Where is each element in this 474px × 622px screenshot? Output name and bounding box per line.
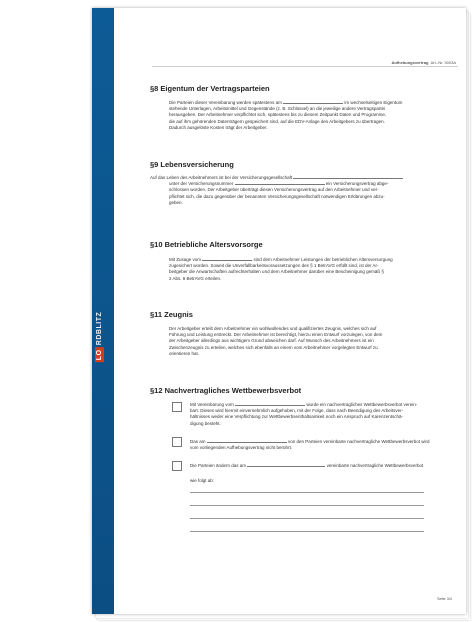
o2-line2: vom vorliegenden Aufhebungsvertrag nicht berührt. bbox=[190, 445, 293, 451]
s11-line3: der Arbeitgeber allerdings aus wichtigem Grund abweichen darf. Auf Wunsch des Arbeitnehmers ist ein bbox=[169, 338, 374, 344]
amendment-date-field[interactable] bbox=[247, 463, 325, 467]
s9-line1: Auf das Leben des Arbeitnehmers ist bei der Versicherungsgesellschaft bbox=[150, 175, 293, 180]
s9-line4: pflichtet sich, die dazu gegenüber der benannten Versicherungsgesellschaft notwendigen Erklärungen abzu- bbox=[169, 193, 385, 199]
section-11-title: §11 Zeugnis bbox=[150, 310, 193, 319]
logo-rest: RDBLITZ bbox=[96, 312, 103, 346]
s11-line5: orientieren hat. bbox=[169, 350, 200, 356]
header-divider bbox=[152, 66, 458, 67]
header-article-number: Art.-Nr. 3003A bbox=[430, 60, 456, 65]
s10-line2: zugesichert worden. Soweit die Unverfallbarkeitsvoraussetzungen des § 1 BetrAVG erfüllt sind, ist der Ar- bbox=[169, 263, 379, 269]
s10-line1a: Mit Zusage vom bbox=[169, 257, 202, 262]
section-10-body bbox=[169, 257, 393, 282]
option-3-checkbox[interactable] bbox=[172, 461, 182, 471]
insurer-field[interactable] bbox=[293, 175, 403, 179]
s10-line4: 2 Abs. 6 BetrAVG erteilen. bbox=[169, 275, 222, 281]
s8-line5: Dadurch ausgelöste Kosten trägt der Arbeitgeber. bbox=[169, 124, 268, 130]
header-doc-name: Aufhebungsvertrag bbox=[391, 60, 429, 65]
pension-date-field[interactable] bbox=[202, 257, 252, 261]
option-1-checkbox[interactable] bbox=[172, 402, 182, 412]
s11-line4: Zwischenzeugnis zu erteilen, welches sich ebenfalls an einem vom Arbeitnehmer vorgelegten Entwurf zu bbox=[169, 344, 378, 350]
o3-line1a: Die Parteien ändern das am bbox=[190, 463, 247, 468]
section-9-body bbox=[150, 175, 403, 206]
option-3-text bbox=[190, 463, 423, 469]
o1-line3: hältnisses weder eine Verpflichtung zur Wettbewerbsenthaltsamkeit noch ein Anspruch auf Karenzentschä- bbox=[190, 414, 404, 420]
policy-number-field[interactable] bbox=[235, 181, 325, 185]
section-9-title: §9 Lebensversicherung bbox=[150, 160, 234, 169]
option-3-intro: wie folgt ab: bbox=[190, 478, 215, 483]
page-number: Seite 3/4 bbox=[437, 597, 452, 601]
brand-sidebar bbox=[92, 8, 114, 614]
amendment-line-4[interactable] bbox=[190, 531, 424, 532]
s11-line2: Führung und Leistung erstreckt. Der Arbeitnehmer ist berechtigt, hierzu einen Entwurf vorzulegen, von dem bbox=[169, 332, 383, 338]
agreed-date-field[interactable] bbox=[207, 439, 287, 443]
section-11-body bbox=[169, 326, 382, 357]
o1-line1b: wurde ein nachvertragliches Wettbewerbsverbot verein- bbox=[306, 402, 418, 407]
o1-line1a: Mit Vereinbarung vom bbox=[190, 402, 234, 407]
s10-line1b: sind dem Arbeitnehmer Leistungen der betrieblichen Altersversorgung bbox=[253, 257, 393, 262]
option-2-text bbox=[190, 439, 430, 451]
s8-line3: herausgeben. Der Arbeitnehmer verpflichtet sich, spätestens bis zu diesem Zeitpunkt Daten und Programme, bbox=[169, 112, 387, 118]
s8-line1a: Die Parteien dieser Vereinbarung werden spätestens am bbox=[169, 100, 282, 105]
document-page bbox=[92, 8, 466, 614]
brand-logo bbox=[96, 310, 110, 362]
amendment-line-3[interactable] bbox=[190, 518, 424, 519]
option-2-checkbox[interactable] bbox=[172, 437, 182, 447]
section-8-title: §8 Eigentum der Vertragsparteien bbox=[150, 84, 270, 93]
section-8-body bbox=[169, 100, 402, 131]
s8-line1b: im wechselseitigen Eigentum bbox=[344, 100, 403, 105]
o3-line1b: vereinbarte nachvertragliche Wettbewerbsverbot bbox=[326, 463, 424, 468]
s9-line2a: unter der Versicherungsnummer bbox=[169, 181, 234, 187]
o2-line1b: von den Parteien vereinbarte nachvertragliche Wettbewerbsverbot wird bbox=[288, 439, 430, 444]
s8-line4: die auf ihm gehörenden Datenträgern gespeichert sind, auf die EDV-Anlage des Arbeitgebers zu übertragen. bbox=[169, 118, 385, 124]
s9-line5: geben. bbox=[169, 199, 183, 205]
s11-line1: Der Arbeitgeber erteilt dem Arbeitnehmer ein wohlwollendes und qualifiziertes Zeugnis, welches sich auf bbox=[169, 326, 377, 331]
agreement-date-field[interactable] bbox=[235, 402, 305, 406]
logo-prefix: LO bbox=[96, 349, 103, 361]
s9-line3: schlossen worden. Der Arbeitgeber überträgt diesen Versicherungsvertrag auf den Arbeitnehmer und ver- bbox=[169, 187, 379, 193]
section-10-title: §10 Betriebliche Altersvorsorge bbox=[150, 240, 263, 249]
o1-line2: bart. Dieses wird hiermit einvernehmlich aufgehoben, mit der Folge, dass nach Beendigung des Arbeitsver- bbox=[190, 408, 404, 414]
s9-line2b: ein Versicherungsvertrag abge- bbox=[325, 181, 389, 187]
section-12-title: §12 Nachvertragliches Wettbewerbsverbot bbox=[150, 386, 302, 395]
s8-line2: stehende Unterlagen, Arbeitsmittel und Gegenstände (z. B. Schlüssel) an die jeweilige andere Vertragspartei bbox=[169, 106, 386, 112]
o2-line1a: Das am bbox=[190, 439, 206, 444]
page-header bbox=[392, 60, 456, 65]
date-field[interactable] bbox=[283, 100, 343, 104]
amendment-line-1[interactable] bbox=[190, 492, 424, 493]
o1-line4: digung besteht. bbox=[190, 420, 221, 426]
amendment-line-2[interactable] bbox=[190, 505, 424, 506]
s10-line3: beitgeber die Anwartschaften aufrechterhalten und dem Arbeitnehmer darüber eine Bescheinigung gemäß § bbox=[169, 269, 384, 275]
option-1-text bbox=[190, 402, 417, 427]
